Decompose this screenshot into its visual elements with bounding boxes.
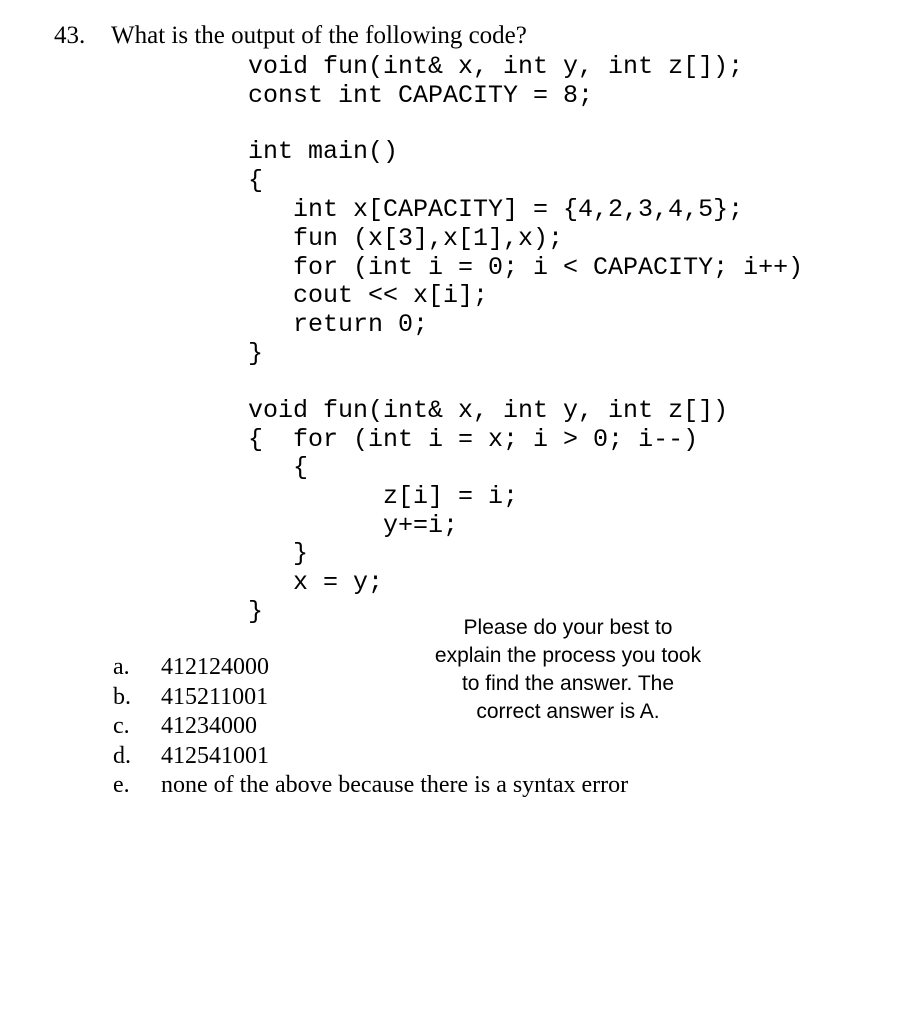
question-text: What is the output of the following code? (111, 22, 527, 49)
code-line: { for (int i = x; i > 0; i--) (248, 425, 699, 454)
code-line: return 0; (293, 310, 429, 339)
code-line: y+=i; (383, 511, 459, 540)
option-a-letter: a. (113, 654, 130, 680)
code-line: int main() (248, 137, 399, 166)
code-line: for (int i = 0; i < CAPACITY; i++) (293, 253, 804, 282)
option-a-text: 412124000 (161, 654, 269, 680)
option-c-text: 41234000 (161, 713, 257, 739)
code-line: void fun(int& x, int y, int z[]) (248, 396, 729, 425)
code-line: z[i] = i; (383, 482, 519, 511)
instruction-note (408, 614, 728, 726)
note-line: correct answer is A. (476, 700, 660, 723)
note-line: explain the process you took (434, 644, 702, 667)
code-line: } (248, 339, 264, 368)
code-line: void fun(int& x, int y, int z[]); (248, 52, 744, 81)
option-e-letter: e. (113, 772, 130, 798)
option-b-letter: b. (113, 684, 131, 710)
note-line: Please do your best to (463, 616, 673, 639)
option-d-text: 412541001 (161, 743, 269, 769)
code-line: { (248, 166, 264, 195)
code-line: cout << x[i]; (293, 281, 489, 310)
code-line: const int CAPACITY = 8; (248, 81, 594, 110)
code-line: fun (x[3],x[1],x); (293, 224, 564, 253)
code-line: { (293, 453, 309, 482)
code-line: x = y; (293, 568, 384, 597)
note-line: to find the answer. The (461, 672, 675, 695)
code-line: } (293, 539, 309, 568)
option-d-letter: d. (113, 743, 131, 769)
question-number: 43. (54, 22, 86, 49)
code-line: } (248, 597, 264, 626)
option-c-letter: c. (113, 713, 130, 739)
code-line: int x[CAPACITY] = {4,2,3,4,5}; (293, 195, 744, 224)
option-b-text: 415211001 (161, 684, 269, 710)
option-e-text: none of the above because there is a syntax error (161, 772, 629, 798)
